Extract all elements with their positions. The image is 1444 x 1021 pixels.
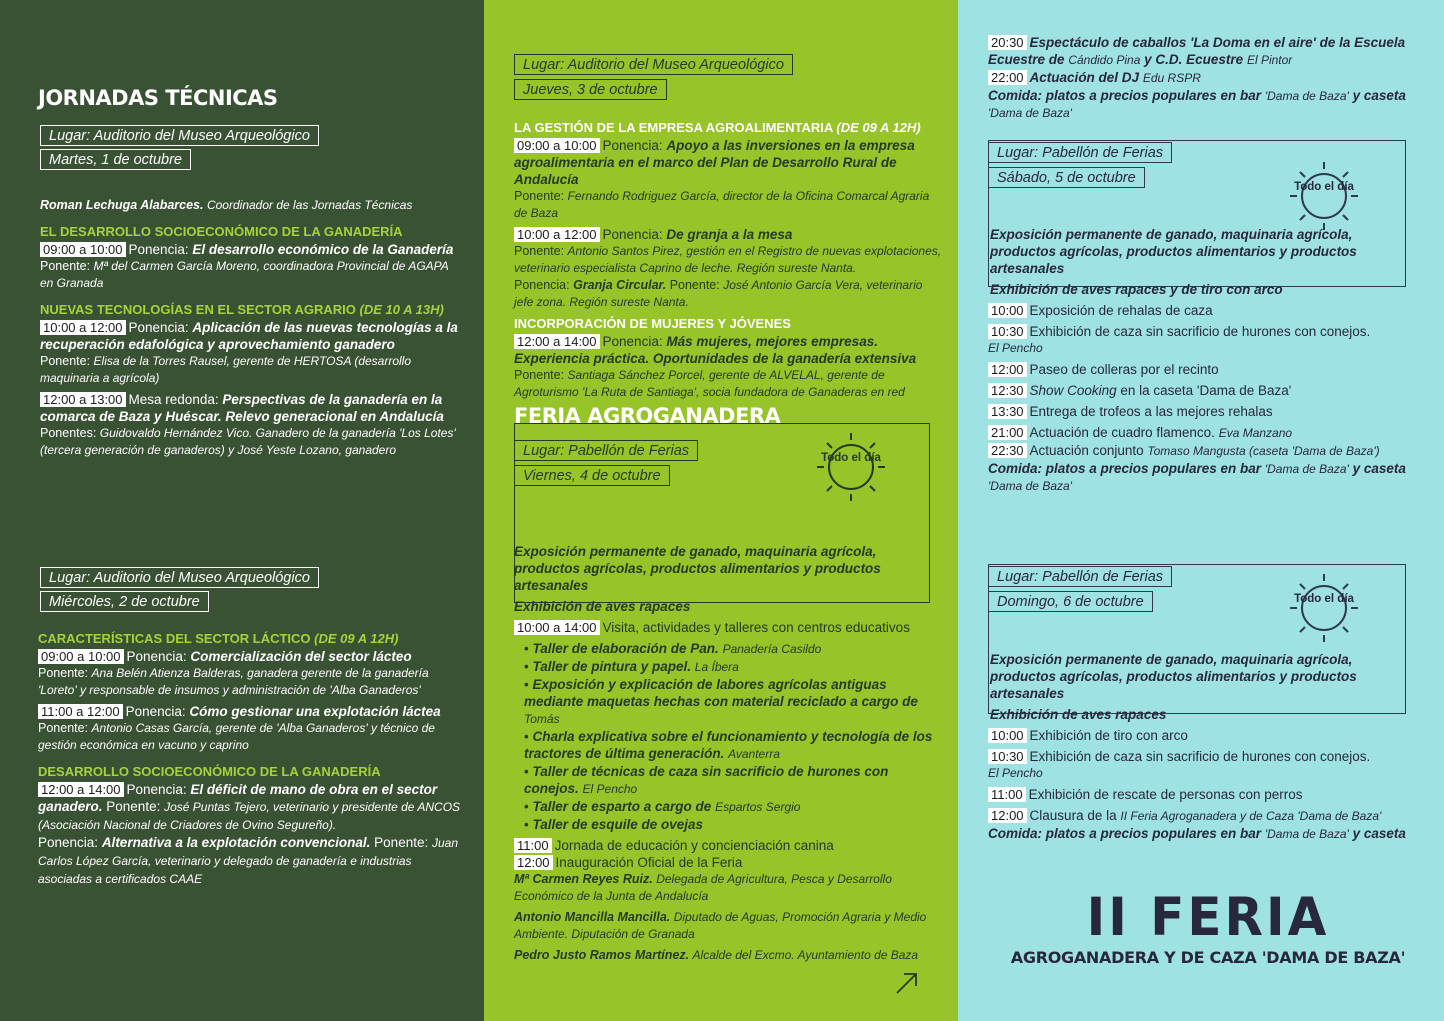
speaker: Elisa de la Torres Rausel, gerente de HERTOSA (desarrollo maquinaria a agrícola) xyxy=(40,354,412,385)
time-badge: 09:00 a 10:00 xyxy=(514,138,600,153)
speaker: Antonio Casas García, gerente de 'Alba Ganaderos' y técnico de gestión económica en vacuno y caprino xyxy=(38,721,435,752)
section-heading: INCORPORACIÓN DE MUJERES Y JÓVENES xyxy=(514,316,791,331)
exhibition-text: Exhibición de aves rapaces xyxy=(990,707,1167,722)
program-day5: 10:00 Exposición de rehalas de caza 10:30 Exhibición de caza sin sacrificio de hurones con conejos. El Pencho 12:00 Paseo de colleras por el recinto 12:30 Show Cooking en la caseta 'Dama de Baza' 13:30 Entrega de trofeos a las mejores rehalas 21:00 Actuación de cuadro flamenco. Eva Manzano 22:30 Actuación conjunto Tomaso Mangusta (caseta 'Dama de Baza') Comida: platos a precios populares en bar 'Dama de Baza' y caseta 'Dama de Baza' xyxy=(988,302,1428,495)
speaker: Mª del Carmen García Moreno, coordinadora Provincial de AGAPA en Granada xyxy=(40,259,449,290)
exhibition-text: Exposición permanente de ganado, maquinaria agrícola, productos agrícolas, productos alimentarios y productos artesanales xyxy=(514,544,881,593)
list-item: 12:00 Clausura de la II Feria Agroganadera y de Caza 'Dama de Baza' xyxy=(988,807,1428,825)
time-badge: 11:00 a 12:00 xyxy=(38,704,123,719)
exhibition-text: Exhibición de aves rapaces y de tiro con arco xyxy=(990,282,1283,297)
program-day3: LA GESTIÓN DE LA EMPRESA AGROALIMENTARIA (DE 09 A 12H) 09:00 a 10:00 Ponencia: Apoyo a las inversiones en la empresa agroalimentaria en el marco del Plan de Desarrollo Rural de Andalucía Ponente: Fernando Rodriguez García, director de la Oficina Comarcal Agraria de Baza 10:00 a 12:00 Ponencia: De granja a la mesa Ponente: Antonio Santos Pirez, gestión en el Registro de nuevas explotaciones, veterinario especialista Caprino de leche. Región sureste Nanta. Ponencia: Granja Circular. Ponente: José Antonio García Vera, veterinario jefe zona. Región sureste Nanta. INCORPORACIÓN DE MUJERES Y JÓVENES 12:00 a 14:00 Ponencia: Más mujeres, mejores empresas. Experiencia práctica. Oportunidades de la ganadería extensiva Ponente: Santiaga Sánchez Porcel, gerente de ALVELAL, gerente de Agroturismo 'La Ruta de Santiaga', socia fundadora de Ganaderas en red xyxy=(514,119,944,401)
list-item: 10:00 Exposición de rehalas de caza xyxy=(988,302,1428,319)
location-box-day4: Lugar: Pabellón de Ferias xyxy=(514,440,698,461)
day4-exhibitions xyxy=(514,543,926,615)
section-heading: LA GESTIÓN DE LA EMPRESA AGROALIMENTARIA (DE 09 A 12H) xyxy=(514,120,921,135)
time-badge: 10:00 a 14:00 xyxy=(514,620,600,635)
section-heading: NUEVAS TECNOLOGÍAS EN EL SECTOR AGRARIO (DE 10 A 13H) xyxy=(40,302,444,317)
all-day-label: Todo el día xyxy=(821,452,881,464)
talk-title: De granja a la mesa xyxy=(666,227,793,242)
day6-exhibitions xyxy=(990,651,1404,723)
friday-continued: 20:30 Espectáculo de caballos 'La Doma en el aire' de la Escuela Ecuestre de Cándido Pina y C.D. Ecuestre El Pintor 22:00 Actuación del DJ Edu RSPR Comida: platos a precios populares en bar 'Dama de Baza' y caseta 'Dama de Baza' xyxy=(988,35,1406,120)
all-day-label: Todo el día xyxy=(1294,593,1354,605)
speaker: Antonio Santos Pirez, gestión en el Registro de nuevas explotaciones, veterinario especialista Caprino de leche. Región sureste Nanta. xyxy=(514,244,942,275)
time-badge: 09:00 a 10:00 xyxy=(38,649,124,664)
column-weekend-programme xyxy=(958,0,1444,1021)
section-title-jornadas: JORNADAS TÉCNICAS xyxy=(38,86,278,110)
sun-icon xyxy=(1287,159,1361,233)
talk-title: Alternativa a la explotación convencional. xyxy=(101,835,371,850)
list-item: 11:00 Exhibición de rescate de personas con perros xyxy=(988,786,1428,803)
list-item: 10:30 Exhibición de caza sin sacrificio de hurones con conejos. xyxy=(988,323,1428,340)
program-day4: 10:00 a 14:00 Visita, actividades y talleres con centros educativos • Taller de elaboración de Pan. Panadería Casildo • Taller de pintura y papel. La Íbera • Exposición y explicación de labores agrícolas antiguas mediante maquetas hechas con material reciclado a cargo de Tomás • Charla explicativa sobre el funcionamiento y tecnología de los tractores de última generación. Avanterra • Taller de técnicas de caza sin sacrificio de hurones con conejos. El Pencho • Taller de esparto a cargo de Espartos Sergio • Taller de esquile de ovejas 11:00 Jornada de educación y concienciación canina 12:00 Inauguración Oficial de la Feria Mª Carmen Reyes Ruiz. Delegada de Agricultura, Pesca y Desarrollo Económico de la Junta de Andalucía Antonio Mancilla Mancilla. Diputado de Aguas, Promoción Agraria y Medio Ambiente. Diputación de Granada Pedro Justo Ramos Martínez. Alcalde del Excmo. Ayuntamiento de Baza xyxy=(514,620,933,962)
talk-title: Comercialización del sector lácteo xyxy=(190,649,412,664)
list-item: 21:00 Actuación de cuadro flamenco. Eva Manzano xyxy=(988,424,1428,442)
exhibition-text: Exhibición de aves rapaces xyxy=(514,599,691,614)
time-badge: 10:00 a 12:00 xyxy=(40,320,126,335)
speaker: Ana Belén Atienza Balderas, ganadera gerente de la ganadería 'Loreto' y responsable de insumos y administración de 'Alba Ganaderos' xyxy=(38,666,429,697)
list-item: 12:00 Paseo de colleras por el recinto xyxy=(988,361,1428,378)
feria-logo-title: II FERIA xyxy=(1086,886,1330,948)
time-badge: 22:00 xyxy=(988,70,1027,85)
list-item: 10:00 Exhibición de tiro con arco xyxy=(988,727,1428,744)
time-badge: 09:00 a 10:00 xyxy=(40,242,126,257)
time-badge: 12:00 a 14:00 xyxy=(514,334,600,349)
column-feria-agroganadera xyxy=(484,0,958,1021)
coordinator-role: Coordinador de las Jornadas Técnicas xyxy=(206,198,413,212)
time-badge: 12:00 a 14:00 xyxy=(38,782,124,797)
arrow-icon xyxy=(894,970,920,996)
exhibition-text: Exposición permanente de ganado, maquinaria agrícola, productos agrícolas, productos alimentarios y productos artesanales xyxy=(990,652,1357,701)
feria-logo-subtitle: AGROGANADERA Y DE CAZA 'DAMA DE BAZA' xyxy=(1010,948,1406,967)
time-badge: 11:00 xyxy=(514,838,552,853)
date-box-day3: Jueves, 3 de octubre xyxy=(514,79,667,100)
talk-title: Apoyo a las inversiones en la empresa agroalimentaria en el marco del Plan de Desarrollo Rural de Andalucía xyxy=(514,138,915,187)
list-item: 13:30 Entrega de trofeos a las mejores rehalas xyxy=(988,403,1428,420)
program-day6: 10:00 Exhibición de tiro con arco 10:30 Exhibición de caza sin sacrificio de hurones con conejos. El Pencho 11:00 Exhibición de rescate de personas con perros 12:00 Clausura de la II Feria Agroganadera y de Caza 'Dama de Baza' Comida: platos a precios populares en bar 'Dama de Baza' y caseta xyxy=(988,727,1428,843)
location-box-day6: Lugar: Pabellón de Ferias xyxy=(988,566,1172,587)
talk-title: Cómo gestionar una explotación láctea xyxy=(189,704,441,719)
talk-title: Perspectivas de la ganadería en la comarca de Baza y Huéscar. Relevo generacional en Andalucía xyxy=(40,392,444,424)
speaker: José Antonio García Vera, veterinario jefe zona. Región sureste Nanta. xyxy=(514,278,923,309)
day5-exhibitions xyxy=(990,226,1404,298)
time-badge: 20:30 xyxy=(988,35,1027,50)
all-day-label: Todo el día xyxy=(1294,181,1354,193)
list-item: 22:30 Actuación conjunto Tomaso Mangusta (caseta 'Dama de Baza') xyxy=(988,442,1428,460)
list-item: 12:30 Show Cooking en la caseta 'Dama de Baza' xyxy=(988,382,1428,399)
talk-title: Más mujeres, mejores empresas. Experiencia práctica. Oportunidades de la ganadería extensiva xyxy=(514,334,917,366)
date-box-day1: Martes, 1 de octubre xyxy=(40,149,191,170)
location-box-day1: Lugar: Auditorio del Museo Arqueológico xyxy=(40,125,319,146)
time-badge: 12:00 a 13:00 xyxy=(40,392,126,407)
program-day1: Roman Lechuga Alabarces. Coordinador de las Jornadas Técnicas EL DESARROLLO SOCIOECONÓMICO DE LA GANADERÍA 09:00 a 10:00 Ponencia: El desarrollo económico de la Ganadería Ponente: Mª del Carmen García Moreno, coordinadora Provincial de AGAPA en Granada NUEVAS TECNOLOGÍAS EN EL SECTOR AGRARIO (DE 10 A 13H) 10:00 a 12:00 Ponencia: Aplicación de las nuevas tecnologías a la recuperación edafológica y aprovechamiento ganadero Ponente: Elisa de la Torres Rausel, gerente de HERTOSA (desarrollo maquinaria a agrícola) 12:00 a 13:00 Mesa redonda: Perspectivas de la ganadería en la comarca de Baza y Huéscar. Relevo generacional en Andalucía Ponentes: Guidovaldo Hernández Vico. Ganadero de la ganadería 'Los Lotes' (tercera generación de ganaderos) y José Yeste Lozano, ganadero xyxy=(40,197,465,459)
coordinator-name: Roman Lechuga Alabarces. xyxy=(40,198,204,212)
date-box-day5: Sábado, 5 de octubre xyxy=(988,167,1145,188)
speaker: Juan Carlos López García, veterinario y delegado de ganadería e industrias asociadas a certificados CAAE xyxy=(38,836,459,886)
speaker: José Puntas Tejero, veterinario y presidente de ANCOS (Asociación Nacional de Criadores de Ovino Segureño). xyxy=(38,800,461,832)
speaker: Fernando Rodriguez García, director de la Oficina Comarcal Agraria de Baza xyxy=(514,189,930,220)
exhibition-text: Exposición permanente de ganado, maquinaria agrícola, productos agrícolas, productos alimentarios y productos artesanales xyxy=(990,227,1357,276)
sun-icon xyxy=(1287,571,1361,645)
date-box-day6: Domingo, 6 de octubre xyxy=(988,591,1153,612)
speaker: Guidovaldo Hernández Vico. Ganadero de la ganadería 'Los Lotes' (tercera generación de ganaderos) y José Yeste Lozano, ganadero xyxy=(40,426,456,457)
section-heading: DESARROLLO SOCIOECONÓMICO DE LA GANADERÍA xyxy=(38,764,381,779)
date-box-day2: Miércoles, 2 de octubre xyxy=(40,591,209,612)
list-item: 10:30 Exhibición de caza sin sacrificio de hurones con conejos. xyxy=(988,748,1428,765)
section-title-feria: FERIA AGROGANADERA xyxy=(514,404,781,428)
location-box-day2: Lugar: Auditorio del Museo Arqueológico xyxy=(40,567,319,588)
talk-title: Aplicación de las nuevas tecnologías a la recuperación edafológica y aprovechamiento ganadero xyxy=(40,320,458,352)
location-box-day5: Lugar: Pabellón de Ferias xyxy=(988,142,1172,163)
sun-icon xyxy=(814,430,888,504)
time-badge: 10:00 a 12:00 xyxy=(514,227,600,242)
column-jornadas-tecnicas xyxy=(0,0,484,1021)
section-heading: EL DESARROLLO SOCIOECONÓMICO DE LA GANADERÍA xyxy=(40,224,403,239)
speaker: Santiaga Sánchez Porcel, gerente de ALVELAL, gerente de Agroturismo 'La Ruta de Santiaga', socia fundadora de Ganaderas en red xyxy=(514,368,905,399)
program-day2: CARACTERÍSTICAS DEL SECTOR LÁCTICO (DE 09 A 12H) 09:00 a 10:00 Ponencia: Comercialización del sector lácteo Ponente: Ana Belén Atienza Balderas, ganadera gerente de la ganadería 'Loreto' y responsable de insumos y administración de 'Alba Ganaderos' 11:00 a 12:00 Ponencia: Cómo gestionar una explotación láctea Ponente: Antonio Casas García, gerente de 'Alba Ganaderos' y técnico de gestión económica en vacuno y caprino DESARROLLO SOCIOECONÓMICO DE LA GANADERÍA 12:00 a 14:00 Ponencia: El déficit de mano de obra en el sector ganadero. Ponente: José Puntas Tejero, veterinario y presidente de ANCOS (Asociación Nacional de Criadores de Ovino Segureño). Ponencia: Alternativa a la explotación convencional. Ponente: Juan Carlos López García, veterinario y delegado de ganadería e industrias asociadas a certificados CAAE xyxy=(38,630,463,888)
section-heading: CARACTERÍSTICAS DEL SECTOR LÁCTICO (DE 09 A 12H) xyxy=(38,631,399,646)
time-badge: 12:00 xyxy=(514,855,553,870)
location-box-day3: Lugar: Auditorio del Museo Arqueológico xyxy=(514,54,793,75)
talk-title: El desarrollo económico de la Ganadería xyxy=(192,242,454,257)
talk-title: El déficit de mano de obra en el sector ganadero. xyxy=(38,782,438,814)
date-box-day4: Viernes, 4 de octubre xyxy=(514,465,670,486)
